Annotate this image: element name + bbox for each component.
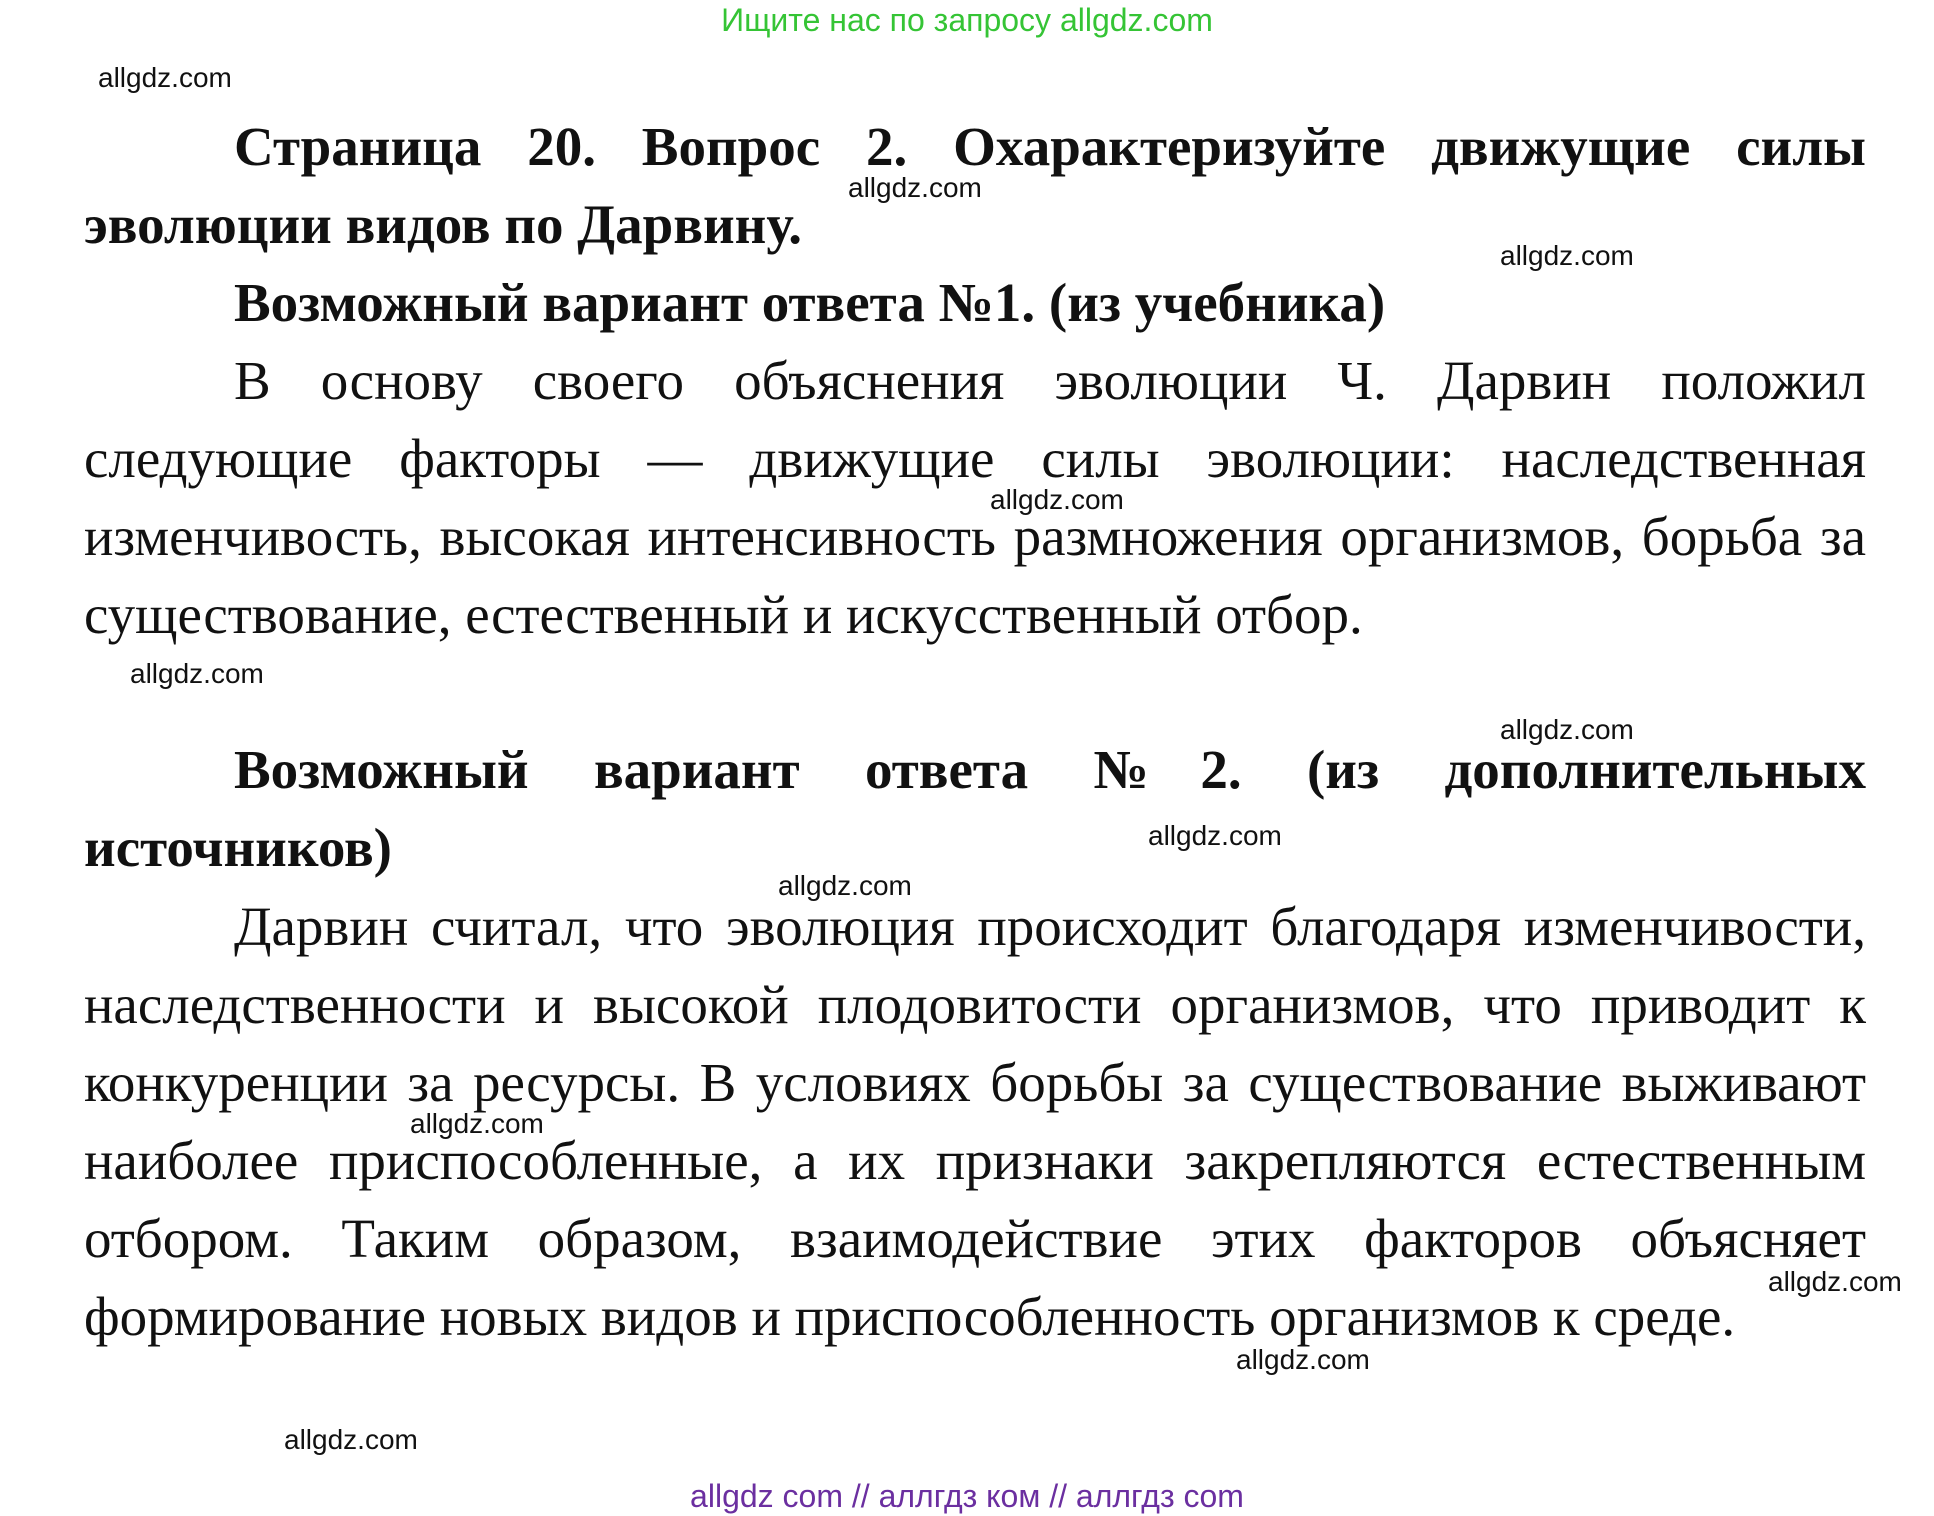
watermark: allgdz.com bbox=[1236, 1344, 1370, 1375]
watermark: allgdz.com bbox=[1768, 1266, 1902, 1297]
answer1-text: В основу своего объяснения эволюции Ч. Дарвин положил следующие факторы — движущие силы эволюции: наследственная изменчивость, высокая интенсивность размножения организмов, борьба за существование, естественный и искусственный отбор. bbox=[84, 350, 1866, 645]
answer2-heading: Возможный вариант ответа №2. (из дополнительных источников) bbox=[84, 739, 1866, 878]
watermark: allgdz.com bbox=[778, 870, 912, 901]
watermark: allgdz.com bbox=[848, 172, 982, 203]
watermark: allgdz.com bbox=[990, 484, 1124, 515]
watermark: allgdz.com bbox=[130, 658, 264, 689]
answer2-text: Дарвин считал, что эволюция происходит благодаря изменчивости, наследственности и высокой плодовитости организмов, что приводит к конкуренции за ресурсы. В условиях борьбы за существование выживают наиболее приспособленные, а их признаки закрепляются естественным отбором. Таким образом, взаимодействие этих факторов объясняет формирование новых видов и приспособленность организмов к среде. bbox=[84, 896, 1866, 1347]
top-banner: Ищите нас по запросу allgdz.com bbox=[721, 2, 1213, 38]
watermark: allgdz.com bbox=[1500, 240, 1634, 271]
answer1-heading: Возможный вариант ответа №1. (из учебника) bbox=[234, 272, 1386, 333]
watermark: allgdz.com bbox=[1148, 820, 1282, 851]
watermark: allgdz.com bbox=[98, 62, 232, 93]
footer-links: allgdz com // аллгдз ком // аллгдз com bbox=[690, 1478, 1244, 1514]
question-heading: Страница 20. Вопрос 2. Охарактеризуйте движущие силы эволюции видов по Дарвину. bbox=[84, 116, 1866, 255]
watermark: allgdz.com bbox=[284, 1424, 418, 1455]
watermark: allgdz.com bbox=[1500, 714, 1634, 745]
watermark: allgdz.com bbox=[410, 1108, 544, 1139]
